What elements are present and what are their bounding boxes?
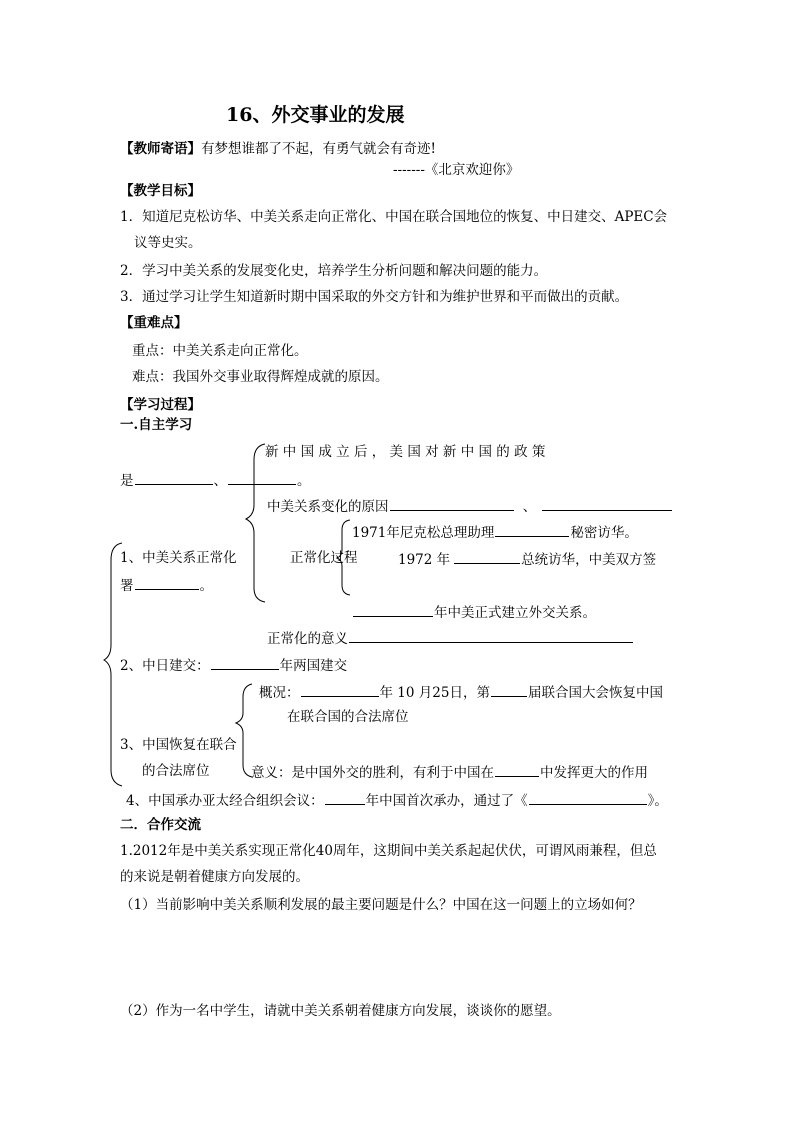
item1-label: 1、中美关系正常化	[120, 550, 237, 566]
process-1971-line	[352, 522, 638, 542]
overview-year-blank[interactable]	[301, 682, 379, 697]
p1972-text-b: 总统访华，中美双方签	[521, 552, 657, 568]
page-title: 16、外交事业的发展	[226, 104, 405, 126]
item4-end: 》。	[647, 793, 668, 809]
item2-text: 年两国建交	[279, 658, 348, 674]
reason-blank-2[interactable]	[542, 496, 672, 511]
policy-line: 新 中 国 成 立 后 ， 美 国 对 新 中 国 的 政 策	[265, 444, 546, 460]
overview-line	[259, 682, 663, 702]
item2-label: 2、中日建交：	[120, 658, 210, 674]
policy-is: 是	[120, 473, 134, 489]
p1972-blank[interactable]	[454, 549, 520, 564]
reason-sep: 、	[522, 499, 537, 515]
process-label: 正常化过程	[290, 550, 358, 566]
process-heading: 【学习过程】	[120, 397, 201, 413]
process-1972-line	[398, 549, 656, 569]
meaning-line	[267, 628, 634, 648]
significance-blank[interactable]	[495, 762, 539, 777]
policy-end: 。	[297, 473, 311, 489]
question1-sub1: （1）当前影响中美关系顺利发展的最主要问题是什么？中国在这一问题上的立场如何？	[120, 897, 642, 913]
goal-item-1: 1．知道尼克松访华、中美关系走向正常化、中国在联合国地位的恢复、中日建交、APEC会	[120, 209, 668, 225]
relations-year-text: 年中美正式建立外交关系。	[434, 605, 596, 621]
policy-answer-line	[120, 470, 311, 490]
motto-source: -------《北京欢迎你》	[393, 162, 520, 178]
p1972-sign: 署	[120, 578, 134, 594]
goals-heading: 【教学目标】	[120, 183, 201, 199]
policy-sep: 、	[213, 473, 227, 489]
reason-label: 中美关系变化的原因	[267, 499, 389, 515]
p1971-text: 1971年尼克松总理助理	[352, 525, 495, 541]
p1972-text: 1972 年	[398, 552, 451, 568]
relations-year-line	[352, 602, 596, 622]
policy-blank-2[interactable]	[228, 470, 296, 485]
meaning-label: 正常化的意义	[267, 631, 348, 647]
item2-line	[120, 655, 347, 675]
item4-text: 年中国首次承办，通过了《	[365, 793, 528, 809]
overview-cont: 在联合国的合法席位	[287, 709, 409, 725]
item2-blank[interactable]	[211, 655, 279, 670]
question1-sub2: （2）作为一名中学生，请就中美关系朝着健康方向发展，谈谈你的愿望。	[120, 1003, 561, 1019]
reason-blank-1[interactable]	[390, 496, 514, 511]
p1972-end: 。	[199, 578, 213, 594]
policy-blank-1[interactable]	[135, 470, 213, 485]
key-point: 重点：中美关系走向正常化。	[132, 343, 308, 359]
question1-line2: 的来说是朝着健康方向发展的。	[120, 869, 309, 885]
motto-label: 【教师寄语】	[120, 141, 201, 157]
p1971-blank[interactable]	[495, 522, 569, 537]
overview-text-c: 届联合国大会恢复中国	[527, 685, 663, 701]
overview-label: 概况：	[259, 685, 300, 701]
goal-item-3: 3．通过学习让学生知道新时期中国采取的外交方针和为维护世界和平而做出的贡献。	[120, 289, 629, 305]
item3-label-2: 的合法席位	[142, 763, 210, 779]
item4-year-blank[interactable]	[325, 790, 365, 805]
item4-line	[126, 790, 668, 810]
goal-item-2: 2．学习中美关系的发展变化史，培养学生分析问题和解决问题的能力。	[120, 263, 548, 279]
significance-text: 意义：是中国外交的胜利，有利于中国在	[251, 765, 494, 781]
significance-end: 中发挥更大的作用	[540, 765, 648, 781]
relations-year-blank[interactable]	[353, 602, 433, 617]
difficult-point: 难点：我国外交事业取得辉煌成就的原因。	[132, 369, 389, 385]
item4-label: 4、中国承办亚太经合组织会议：	[126, 793, 324, 809]
motto-text: 有梦想谁都了不起，有勇气就会有奇迹!	[201, 141, 436, 157]
p1972-sign-blank[interactable]	[135, 575, 199, 590]
significance-line	[251, 762, 648, 782]
item3-label-1: 3、中国恢复在联合	[120, 737, 237, 753]
overview-session-blank[interactable]	[491, 682, 527, 697]
overview-text: 年 10 月25日，第	[379, 685, 490, 701]
section2-heading: 二．合作交流	[120, 817, 201, 833]
meaning-blank[interactable]	[349, 628, 633, 643]
p1971-end: 秘密访华。	[570, 525, 638, 541]
question1-line1: 1.2012年是中美关系实现正常化40周年，这期间中美关系起起伏伏，可谓风雨兼程，但总	[120, 843, 657, 859]
section1-heading: 一.自主学习	[120, 417, 193, 433]
process-1972-cont	[120, 575, 213, 595]
item4-doc-blank[interactable]	[529, 790, 647, 805]
goal-item-1-cont: 议等史实。	[134, 235, 202, 251]
keypoints-heading: 【重难点】	[120, 315, 188, 331]
reason-line	[267, 496, 673, 516]
